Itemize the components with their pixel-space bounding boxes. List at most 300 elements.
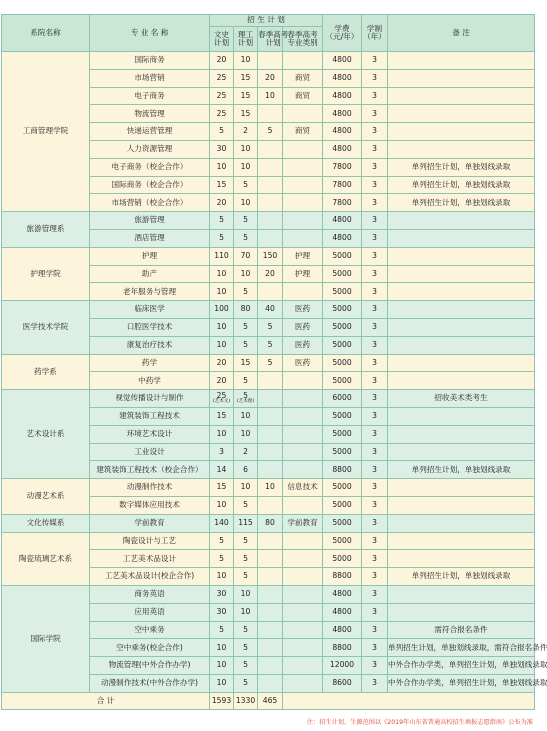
major-cell: 药学 — [90, 354, 210, 372]
note-cell — [388, 229, 535, 247]
wenshi-cell: 140 — [210, 514, 234, 532]
chunji-category-cell: 商贸 — [283, 123, 323, 141]
header-chunji-category: 春季高考 专业类别 — [283, 27, 323, 52]
wenshi-cell: 10 — [210, 674, 234, 692]
note-cell — [388, 318, 535, 336]
chunji-category-cell — [283, 140, 323, 158]
note-cell — [388, 354, 535, 372]
major-cell: 快递运营管理 — [90, 123, 210, 141]
fee-cell: 5000 — [323, 479, 362, 497]
fee-cell: 5000 — [323, 372, 362, 390]
ligong-cell: 10 — [234, 140, 258, 158]
major-cell: 视觉传播设计与制作 — [90, 390, 210, 408]
note-cell: 招收美术类考生 — [388, 390, 535, 408]
wenshi-cell: 25 (艺术文) — [210, 390, 234, 408]
chunji-category-cell — [283, 158, 323, 176]
chunji-cell: 5 — [258, 354, 283, 372]
fee-cell: 4800 — [323, 87, 362, 105]
table-row — [2, 354, 535, 372]
header-major: 专 业 名 称 — [90, 15, 210, 52]
years-cell: 3 — [362, 568, 388, 586]
note-cell: 单列招生计划，单独划线录取 — [388, 176, 535, 194]
years-cell: 3 — [362, 479, 388, 497]
years-cell: 3 — [362, 639, 388, 657]
ligong-cell: 15 — [234, 354, 258, 372]
fee-cell: 5000 — [323, 407, 362, 425]
major-cell: 陶瓷设计与工艺 — [90, 532, 210, 550]
table-row — [2, 247, 535, 265]
years-cell: 3 — [362, 674, 388, 692]
fee-cell: 8600 — [323, 674, 362, 692]
fee-cell: 5000 — [323, 301, 362, 319]
table-row — [2, 390, 535, 408]
chunji-cell — [258, 443, 283, 461]
years-cell: 3 — [362, 229, 388, 247]
fee-cell: 5000 — [323, 514, 362, 532]
wenshi-cell: 10 — [210, 639, 234, 657]
chunji-category-cell — [283, 532, 323, 550]
major-cell: 建筑装饰工程技术（校企合作） — [90, 461, 210, 479]
years-cell: 3 — [362, 407, 388, 425]
major-cell: 临床医学 — [90, 301, 210, 319]
chunji-cell — [258, 372, 283, 390]
years-cell: 3 — [362, 194, 388, 212]
ligong-cell: 5 — [234, 496, 258, 514]
ligong-cell: 5 — [234, 212, 258, 230]
wenshi-cell: 5 — [210, 532, 234, 550]
ligong-cell: 10 — [234, 194, 258, 212]
ligong-cell: 5 — [234, 283, 258, 301]
chunji-category-cell — [283, 176, 323, 194]
fee-cell: 4800 — [323, 52, 362, 70]
wenshi-cell: 3 — [210, 443, 234, 461]
chunji-cell: 40 — [258, 301, 283, 319]
chunji-cell — [258, 229, 283, 247]
chunji-category-cell — [283, 550, 323, 568]
ligong-cell: 10 — [234, 52, 258, 70]
wenshi-cell: 20 — [210, 52, 234, 70]
wenshi-cell: 25 — [210, 69, 234, 87]
chunji-cell — [258, 621, 283, 639]
total-label: 合 计 — [2, 692, 210, 710]
note-cell: 单列招生计划，单独划线录取 — [388, 194, 535, 212]
fee-cell: 5000 — [323, 283, 362, 301]
note-cell — [388, 283, 535, 301]
chunji-category-cell: 医药 — [283, 336, 323, 354]
chunji-category-cell — [283, 639, 323, 657]
major-cell: 动漫制作技术(中外合作办学) — [90, 674, 210, 692]
ligong-cell: 10 — [234, 603, 258, 621]
chunji-category-cell — [283, 603, 323, 621]
ligong-cell: 10 — [234, 265, 258, 283]
chunji-cell — [258, 158, 283, 176]
note-cell: 单列招生计划，单独划线录取 — [388, 158, 535, 176]
major-cell: 空中乘务(校企合作) — [90, 639, 210, 657]
header-wenshi: 文史 计划 — [210, 27, 234, 52]
major-cell: 护理 — [90, 247, 210, 265]
chunji-cell: 5 — [258, 336, 283, 354]
ligong-cell: 10 — [234, 585, 258, 603]
years-cell: 3 — [362, 532, 388, 550]
major-cell: 工业设计 — [90, 443, 210, 461]
years-cell: 3 — [362, 425, 388, 443]
major-cell: 电子商务 — [90, 87, 210, 105]
fee-cell: 5000 — [323, 265, 362, 283]
fee-cell: 4800 — [323, 105, 362, 123]
table-row — [2, 212, 535, 230]
wenshi-cell: 14 — [210, 461, 234, 479]
chunji-cell — [258, 176, 283, 194]
ligong-cell: 2 — [234, 123, 258, 141]
fee-cell: 8800 — [323, 639, 362, 657]
chunji-category-cell — [283, 390, 323, 408]
chunji-cell — [258, 283, 283, 301]
note-cell: 中外合作办学类，单列招生计划，单独划线录取 — [388, 674, 535, 692]
wenshi-cell: 30 — [210, 603, 234, 621]
fee-cell: 4800 — [323, 621, 362, 639]
ligong-cell: 5 — [234, 372, 258, 390]
note-cell — [388, 532, 535, 550]
wenshi-cell: 10 — [210, 657, 234, 675]
chunji-cell — [258, 425, 283, 443]
years-cell: 3 — [362, 550, 388, 568]
years-cell: 3 — [362, 496, 388, 514]
chunji-cell — [258, 568, 283, 586]
ligong-cell: 70 — [234, 247, 258, 265]
major-cell: 中药学 — [90, 372, 210, 390]
chunji-cell — [258, 407, 283, 425]
wenshi-cell: 25 — [210, 87, 234, 105]
note-cell — [388, 372, 535, 390]
chunji-category-cell — [283, 585, 323, 603]
chunji-category-cell: 医药 — [283, 318, 323, 336]
chunji-cell: 10 — [258, 479, 283, 497]
fee-cell: 5000 — [323, 425, 362, 443]
wenshi-cell: 30 — [210, 140, 234, 158]
note-cell — [388, 479, 535, 497]
dept-cell: 药学系 — [2, 354, 90, 390]
ligong-cell: 5 — [234, 336, 258, 354]
note-cell — [388, 212, 535, 230]
years-cell: 3 — [362, 443, 388, 461]
note-cell — [388, 247, 535, 265]
chunji-cell — [258, 674, 283, 692]
major-cell: 建筑装饰工程技术 — [90, 407, 210, 425]
years-cell: 3 — [362, 176, 388, 194]
major-cell: 旅游管理 — [90, 212, 210, 230]
fee-cell: 6000 — [323, 390, 362, 408]
major-cell: 工艺美术品设计 — [90, 550, 210, 568]
total-wenshi: 1593 — [210, 692, 234, 710]
wenshi-cell: 5 — [210, 212, 234, 230]
chunji-cell — [258, 461, 283, 479]
chunji-category-cell: 信息技术 — [283, 479, 323, 497]
chunji-cell — [258, 550, 283, 568]
chunji-category-cell — [283, 212, 323, 230]
note-cell: 中外合作办学类，单列招生计划，单独划线录取 — [388, 657, 535, 675]
chunji-cell — [258, 657, 283, 675]
chunji-cell: 20 — [258, 69, 283, 87]
years-cell: 3 — [362, 140, 388, 158]
chunji-category-cell — [283, 657, 323, 675]
dept-cell: 艺术设计系 — [2, 390, 90, 479]
dept-cell: 旅游管理系 — [2, 212, 90, 248]
note-cell — [388, 140, 535, 158]
major-cell: 工艺美术品设计(校企合作) — [90, 568, 210, 586]
note-cell — [388, 105, 535, 123]
chunji-category-cell — [283, 425, 323, 443]
years-cell: 3 — [362, 123, 388, 141]
table-row — [2, 301, 535, 319]
chunji-category-cell — [283, 496, 323, 514]
years-cell: 3 — [362, 105, 388, 123]
wenshi-cell: 10 — [210, 336, 234, 354]
chunji-category-cell: 学前教育 — [283, 514, 323, 532]
ligong-cell: 5 — [234, 674, 258, 692]
dept-cell: 护理学院 — [2, 247, 90, 300]
wenshi-cell: 10 — [210, 425, 234, 443]
note-cell: 单列招生计划，单独划线录取 — [388, 568, 535, 586]
major-cell: 老年服务与管理 — [90, 283, 210, 301]
ligong-cell: 5 — [234, 318, 258, 336]
chunji-category-cell: 医药 — [283, 301, 323, 319]
chunji-cell — [258, 105, 283, 123]
years-cell: 3 — [362, 87, 388, 105]
major-cell: 人力资源管理 — [90, 140, 210, 158]
major-cell: 物流管理(中外合作办学) — [90, 657, 210, 675]
major-cell: 市场营销（校企合作） — [90, 194, 210, 212]
fee-cell: 4800 — [323, 212, 362, 230]
fee-cell: 5000 — [323, 443, 362, 461]
fee-cell: 4800 — [323, 585, 362, 603]
chunji-category-cell: 护理 — [283, 247, 323, 265]
ligong-cell: 5 — [234, 550, 258, 568]
chunji-category-cell — [283, 105, 323, 123]
chunji-cell: 10 — [258, 87, 283, 105]
dept-cell: 工商管理学院 — [2, 52, 90, 212]
ligong-cell: 5 — [234, 568, 258, 586]
chunji-cell: 5 — [258, 318, 283, 336]
fee-cell: 7800 — [323, 158, 362, 176]
chunji-category-cell — [283, 674, 323, 692]
fee-cell: 4800 — [323, 603, 362, 621]
wenshi-cell: 20 — [210, 194, 234, 212]
header-fee: 学费 （元/年） — [323, 15, 362, 52]
note-cell: 需符合报名条件 — [388, 621, 535, 639]
ligong-cell: 15 — [234, 87, 258, 105]
table-row — [2, 514, 535, 532]
wenshi-cell: 5 — [210, 550, 234, 568]
note-cell — [388, 87, 535, 105]
major-cell: 物流管理 — [90, 105, 210, 123]
major-cell: 酒店管理 — [90, 229, 210, 247]
ligong-cell: 10 — [234, 407, 258, 425]
major-cell: 应用英语 — [90, 603, 210, 621]
note-cell — [388, 336, 535, 354]
fee-cell: 5000 — [323, 550, 362, 568]
chunji-category-cell: 护理 — [283, 265, 323, 283]
chunji-cell: 20 — [258, 265, 283, 283]
dept-cell: 陶瓷琉璃艺术系 — [2, 532, 90, 585]
fee-cell: 12000 — [323, 657, 362, 675]
chunji-category-cell — [283, 568, 323, 586]
note-cell — [388, 585, 535, 603]
years-cell: 3 — [362, 621, 388, 639]
fee-cell: 7800 — [323, 194, 362, 212]
ligong-cell: 10 — [234, 425, 258, 443]
note-cell: 单列招生计划，单独划线录取 — [388, 461, 535, 479]
table-row — [2, 479, 535, 497]
years-cell: 3 — [362, 657, 388, 675]
ligong-cell: 15 — [234, 105, 258, 123]
chunji-category-cell — [283, 52, 323, 70]
header-note: 备 注 — [388, 15, 535, 52]
chunji-cell — [258, 496, 283, 514]
fee-cell: 5000 — [323, 532, 362, 550]
years-cell: 3 — [362, 336, 388, 354]
major-cell: 动漫制作技术 — [90, 479, 210, 497]
chunji-cell: 80 — [258, 514, 283, 532]
ligong-cell: 5 — [234, 621, 258, 639]
years-cell: 3 — [362, 372, 388, 390]
fee-cell: 5000 — [323, 354, 362, 372]
years-cell: 3 — [362, 158, 388, 176]
chunji-cell — [258, 140, 283, 158]
wenshi-cell: 10 — [210, 568, 234, 586]
table-row — [2, 52, 535, 70]
major-cell: 商务英语 — [90, 585, 210, 603]
ligong-cell: 6 — [234, 461, 258, 479]
chunji-cell — [258, 194, 283, 212]
fee-cell: 5000 — [323, 336, 362, 354]
years-cell: 3 — [362, 603, 388, 621]
chunji-cell — [258, 532, 283, 550]
chunji-cell: 150 — [258, 247, 283, 265]
total-chunji: 465 — [258, 692, 283, 710]
chunji-category-cell — [283, 372, 323, 390]
wenshi-cell: 15 — [210, 176, 234, 194]
major-cell: 空中乘务 — [90, 621, 210, 639]
note-cell — [388, 603, 535, 621]
header-years: 学制 （年） — [362, 15, 388, 52]
ligong-cell: 5 — [234, 657, 258, 675]
chunji-category-cell — [283, 621, 323, 639]
dept-cell: 国际学院 — [2, 585, 90, 692]
ligong-cell: 5 — [234, 176, 258, 194]
admission-plan-table — [1, 14, 547, 710]
ligong-cell: 80 — [234, 301, 258, 319]
fee-cell: 4800 — [323, 140, 362, 158]
note-cell — [388, 265, 535, 283]
fee-cell: 4800 — [323, 229, 362, 247]
ligong-cell: 5 — [234, 639, 258, 657]
years-cell: 3 — [362, 265, 388, 283]
total-row — [2, 692, 535, 710]
note-cell — [388, 407, 535, 425]
major-cell: 康复治疗技术 — [90, 336, 210, 354]
chunji-category-cell — [283, 407, 323, 425]
major-cell: 电子商务（校企合作） — [90, 158, 210, 176]
chunji-category-cell: 商贸 — [283, 87, 323, 105]
dept-cell: 医学技术学院 — [2, 301, 90, 354]
note-cell — [388, 69, 535, 87]
wenshi-cell: 20 — [210, 372, 234, 390]
wenshi-cell: 25 — [210, 105, 234, 123]
chunji-category-cell — [283, 443, 323, 461]
note-cell — [388, 52, 535, 70]
note-cell: 单列招生计划，单独划线录取，需符合报名条件 — [388, 639, 535, 657]
note-cell — [388, 425, 535, 443]
ligong-cell: 5 (艺术理) — [234, 390, 258, 408]
chunji-category-cell — [283, 461, 323, 479]
ligong-cell: 15 — [234, 69, 258, 87]
major-cell: 国际商务 — [90, 52, 210, 70]
ligong-cell: 5 — [234, 229, 258, 247]
chunji-category-cell: 医药 — [283, 354, 323, 372]
chunji-category-cell — [283, 283, 323, 301]
years-cell: 3 — [362, 318, 388, 336]
major-cell: 口腔医学技术 — [90, 318, 210, 336]
ligong-cell: 2 — [234, 443, 258, 461]
fee-cell: 7800 — [323, 176, 362, 194]
major-cell: 市场营销 — [90, 69, 210, 87]
chunji-cell — [258, 390, 283, 408]
fee-cell: 5000 — [323, 496, 362, 514]
wenshi-cell: 10 — [210, 318, 234, 336]
fee-cell: 8800 — [323, 568, 362, 586]
fee-cell: 5000 — [323, 247, 362, 265]
note-cell — [388, 301, 535, 319]
footnote: 注：招生计划、生源范围以《2019年山东省普通高校招生填报志愿指南》公布为准 — [306, 719, 533, 726]
wenshi-cell: 10 — [210, 265, 234, 283]
major-cell: 国际商务（校企合作） — [90, 176, 210, 194]
major-cell: 学前教育 — [90, 514, 210, 532]
total-empty — [283, 692, 535, 710]
years-cell: 3 — [362, 283, 388, 301]
wenshi-cell: 15 — [210, 407, 234, 425]
note-cell — [388, 514, 535, 532]
wenshi-cell: 10 — [210, 158, 234, 176]
note-cell — [388, 123, 535, 141]
note-cell — [388, 496, 535, 514]
chunji-cell — [258, 603, 283, 621]
wenshi-cell: 100 — [210, 301, 234, 319]
chunji-cell — [258, 585, 283, 603]
chunji-category-cell — [283, 229, 323, 247]
table-row — [2, 532, 535, 550]
years-cell: 3 — [362, 585, 388, 603]
ligong-cell: 10 — [234, 479, 258, 497]
dept-cell: 文化传媒系 — [2, 514, 90, 532]
chunji-cell: 5 — [258, 123, 283, 141]
years-cell: 3 — [362, 301, 388, 319]
years-cell: 3 — [362, 461, 388, 479]
total-ligong: 1330 — [234, 692, 258, 710]
major-cell: 助产 — [90, 265, 210, 283]
wenshi-cell: 20 — [210, 354, 234, 372]
years-cell: 3 — [362, 390, 388, 408]
major-cell: 环境艺术设计 — [90, 425, 210, 443]
fee-cell: 4800 — [323, 69, 362, 87]
note-cell — [388, 550, 535, 568]
years-cell: 3 — [362, 514, 388, 532]
ligong-cell: 115 — [234, 514, 258, 532]
years-cell: 3 — [362, 354, 388, 372]
chunji-category-cell: 商贸 — [283, 69, 323, 87]
years-cell: 3 — [362, 212, 388, 230]
header-dept: 系院名称 — [2, 15, 90, 52]
fee-cell: 5000 — [323, 318, 362, 336]
